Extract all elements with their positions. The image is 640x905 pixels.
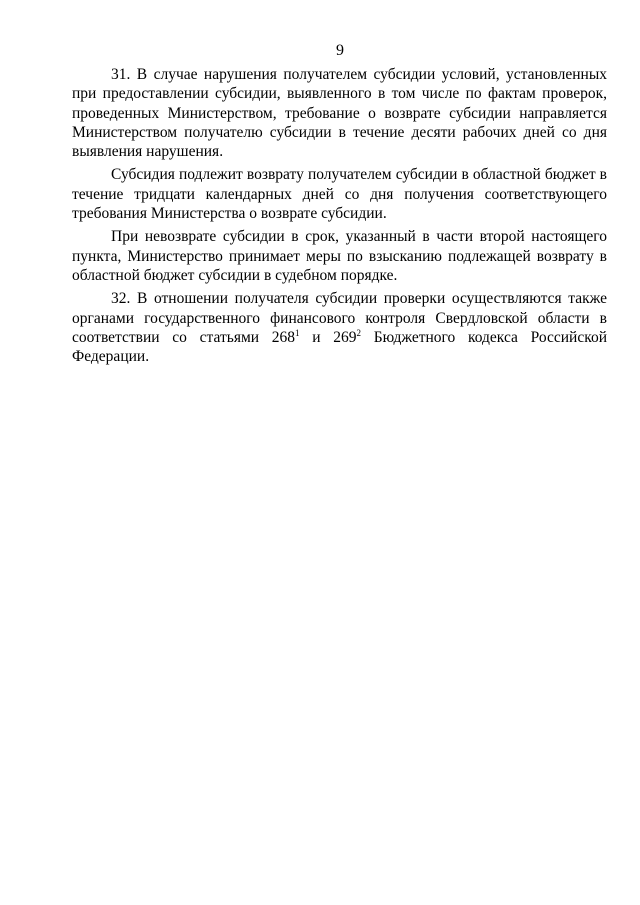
superscript-article-269: 2 [356, 327, 362, 338]
paragraph-31: 31. В случае нарушения получателем субсидии условий, установленных при предоставлении субсидии, выявленного в том числе по фактам проверок, проведенных Министерством, требование о возврате субсидии направляется Министерством получателю субсидии в течение десяти рабочих дней со дня выявления нарушения. [72, 66, 607, 161]
document-body [72, 65, 607, 370]
paragraph-32-text-middle: и 269 [299, 328, 357, 346]
paragraph-32-text-end: Бюджетного кодекса Российской Федерации. [72, 328, 608, 366]
paragraph-32 [72, 289, 607, 366]
paragraph-32-text-start: 32. В отношении получателя субсидии проверки осуществляются также органами государственного финансового контроля Свердловской области в соответствии со статьями 268 [72, 290, 607, 346]
page-number: 9 [336, 42, 344, 59]
paragraph-refund-term: Субсидия подлежит возврату получателем субсидии в областной бюджет в течение тридцати календарных дней со дня получения соответствующего требования Министерства о возврате субсидии. [72, 166, 607, 223]
superscript-article-268: 1 [295, 327, 300, 338]
paragraph-recovery: При невозврате субсидии в срок, указанный в части второй настоящего пункта, Министерство принимает меры по взысканию подлежащей возврату в областной бюджет субсидии в судебном порядке. [72, 228, 607, 284]
